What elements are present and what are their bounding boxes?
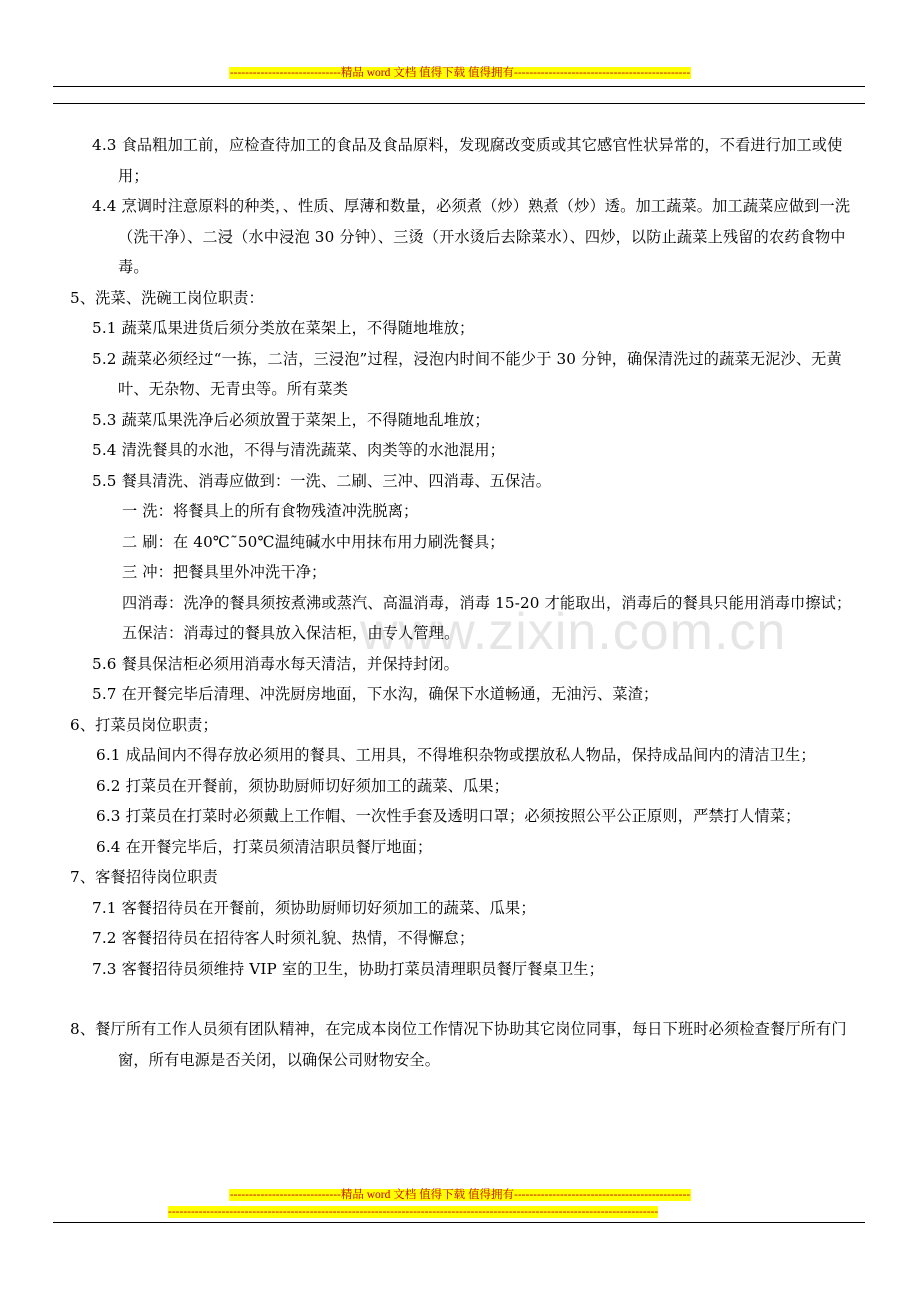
clause-6-3: 6.3 打菜员在打菜时必须戴上工作帽、一次性手套及透明口罩；必须按照公平公正原则，严禁打人情菜； — [96, 807, 801, 825]
watermark: www.zixin.com.cn — [360, 603, 787, 661]
header-rule-bottom — [53, 103, 865, 104]
wash-step-2: 二 刷：在 40℃˜50℃温纯碱水中用抹布用力刷洗餐具； — [122, 532, 505, 551]
footer-banner — [0, 1188, 920, 1203]
wash-step-4: 四消毒：洗净的餐具须按煮沸或蒸汽、高温消毒，消毒 15-20 才能取出，消毒后的餐具只能用消毒巾擦试； — [122, 593, 852, 612]
clause-6-1: 6.1 成品间内不得存放必须用的餐具、工用具，不得堆积杂物或摆放私人物品，保持成品间内的清洁卫生； — [96, 746, 816, 764]
section-8-paragraph: 8、餐厅所有工作人员须有团队精神，在完成本岗位工作情况下协助其它岗位同事，每日下班时必须检查餐厅所有门窗，所有电源是否关闭，以确保公司财物安全。 — [70, 1020, 847, 1069]
clause-5-5: 5.5 餐具清洗、消毒应做到：一洗、二刷、三冲、四消毒、五保洁。 — [92, 471, 552, 490]
clause-7-2: 7.2 客餐招待员在招待客人时须礼貌、热情，不得懈怠； — [92, 929, 475, 947]
header-banner-text: -----------------------------精品 word 文档 值得下载 值得拥有---------------------------------------------- — [229, 67, 691, 79]
section-7-heading: 7、客餐招待岗位职责 — [70, 868, 218, 886]
clause-5-2: 5.2 蔬菜必须经过“一拣，二洁，三浸泡”过程，浸泡内时间不能少于 30 分钟，确保清洗过的蔬菜无泥沙、无黄叶、无杂物、无青虫等。所有菜类 — [92, 349, 842, 398]
section-6-heading: 6、打菜员岗位职责； — [70, 715, 218, 734]
paragraph-gap — [70, 984, 870, 1014]
clause-7-1: 7.1 客餐招待员在开餐前，须协助厨师切好须加工的蔬菜、瓜果； — [92, 898, 536, 917]
clause-5-1: 5.1 蔬菜瓜果进货后须分类放在菜架上，不得随地堆放； — [92, 319, 475, 337]
clause-5-7: 5.7 在开餐完毕后清理、冲洗厨房地面，下水沟，确保下水道畅通，无油污、菜渣； — [92, 685, 659, 703]
wash-step-5: 五保洁：消毒过的餐具放入保洁柜，由专人管理。 — [122, 624, 460, 642]
footer-dash-line — [168, 1205, 750, 1219]
footer-rule — [53, 1222, 865, 1223]
clause-5-4: 5.4 清洗餐具的水池，不得与清洗蔬菜、肉类等的水池混用； — [92, 441, 506, 459]
document-body — [70, 130, 870, 1075]
clause-4-4: 4.4 烹调时注意原料的种类，、性质、厚薄和数量，必须煮（炒）熟煮（炒）透。加工蔬菜。加工蔬菜应做到一洗（洗干净）、二浸（水中浸泡 30 分钟）、三烫（开水烫后去除菜水）、四炒，以防止蔬菜上残留的农药食物中毒。 — [92, 197, 851, 276]
footer-dash-text: -------------------------------------------------------------------------------------------------------------------------------- — [168, 1206, 659, 1218]
footer-banner-text: -----------------------------精品 word 文档 值得下载 值得拥有---------------------------------------------- — [229, 1189, 691, 1201]
clause-6-4: 6.4 在开餐完毕后，打菜员须清洁职员餐厅地面； — [96, 837, 433, 856]
wash-step-1: 一 洗：将餐具上的所有食物残渣冲洗脱离； — [122, 502, 419, 520]
header-rule-top — [53, 86, 865, 87]
clause-7-3: 7.3 客餐招待员须维持 VIP 室的卫生，协助打菜员清理职员餐厅餐桌卫生； — [92, 959, 604, 978]
clause-4-3: 4.3 食品粗加工前，应检查待加工的食品及食品原料，发现腐改变质或其它感官性状异常的，不看进行加工或使用； — [92, 136, 843, 185]
wash-step-3: 三 冲：把餐具里外冲洗干净； — [122, 563, 327, 581]
clause-5-3: 5.3 蔬菜瓜果洗净后必须放置于菜架上，不得随地乱堆放； — [92, 410, 490, 429]
clause-5-6: 5.6 餐具保洁柜必须用消毒水每天清洁，并保持封闭。 — [92, 654, 460, 673]
header-banner — [0, 66, 920, 81]
clause-6-2: 6.2 打菜员在开餐前，须协助厨师切好须加工的蔬菜、瓜果； — [96, 776, 510, 795]
section-5-heading: 5、洗菜、洗碗工岗位职责： — [70, 288, 264, 307]
